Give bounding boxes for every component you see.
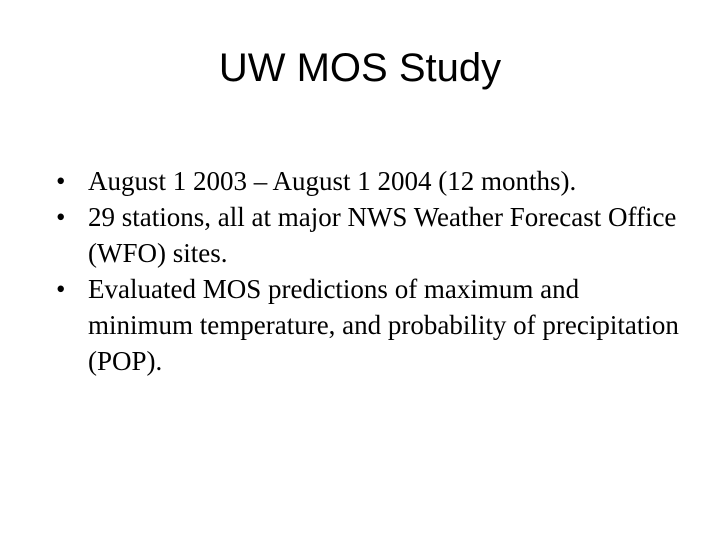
- bullet-item: [56, 199, 686, 271]
- bullet-marker: •: [56, 274, 66, 304]
- bullet-marker: •: [56, 202, 66, 232]
- bullet-marker: •: [56, 166, 66, 196]
- bullet-item: [56, 163, 686, 199]
- bullet-text: Evaluated MOS predictions of maximum and minimum temperature, and probability of precipitation (POP).: [88, 274, 679, 376]
- bullet-text: August 1 2003 – August 1 2004 (12 months).: [88, 166, 577, 196]
- bullet-item: [56, 271, 686, 379]
- bullet-text: 29 stations, all at major NWS Weather Forecast Office (WFO) sites.: [88, 202, 677, 268]
- slide-title: UW MOS Study: [218, 46, 502, 90]
- bullet-list: [56, 163, 686, 379]
